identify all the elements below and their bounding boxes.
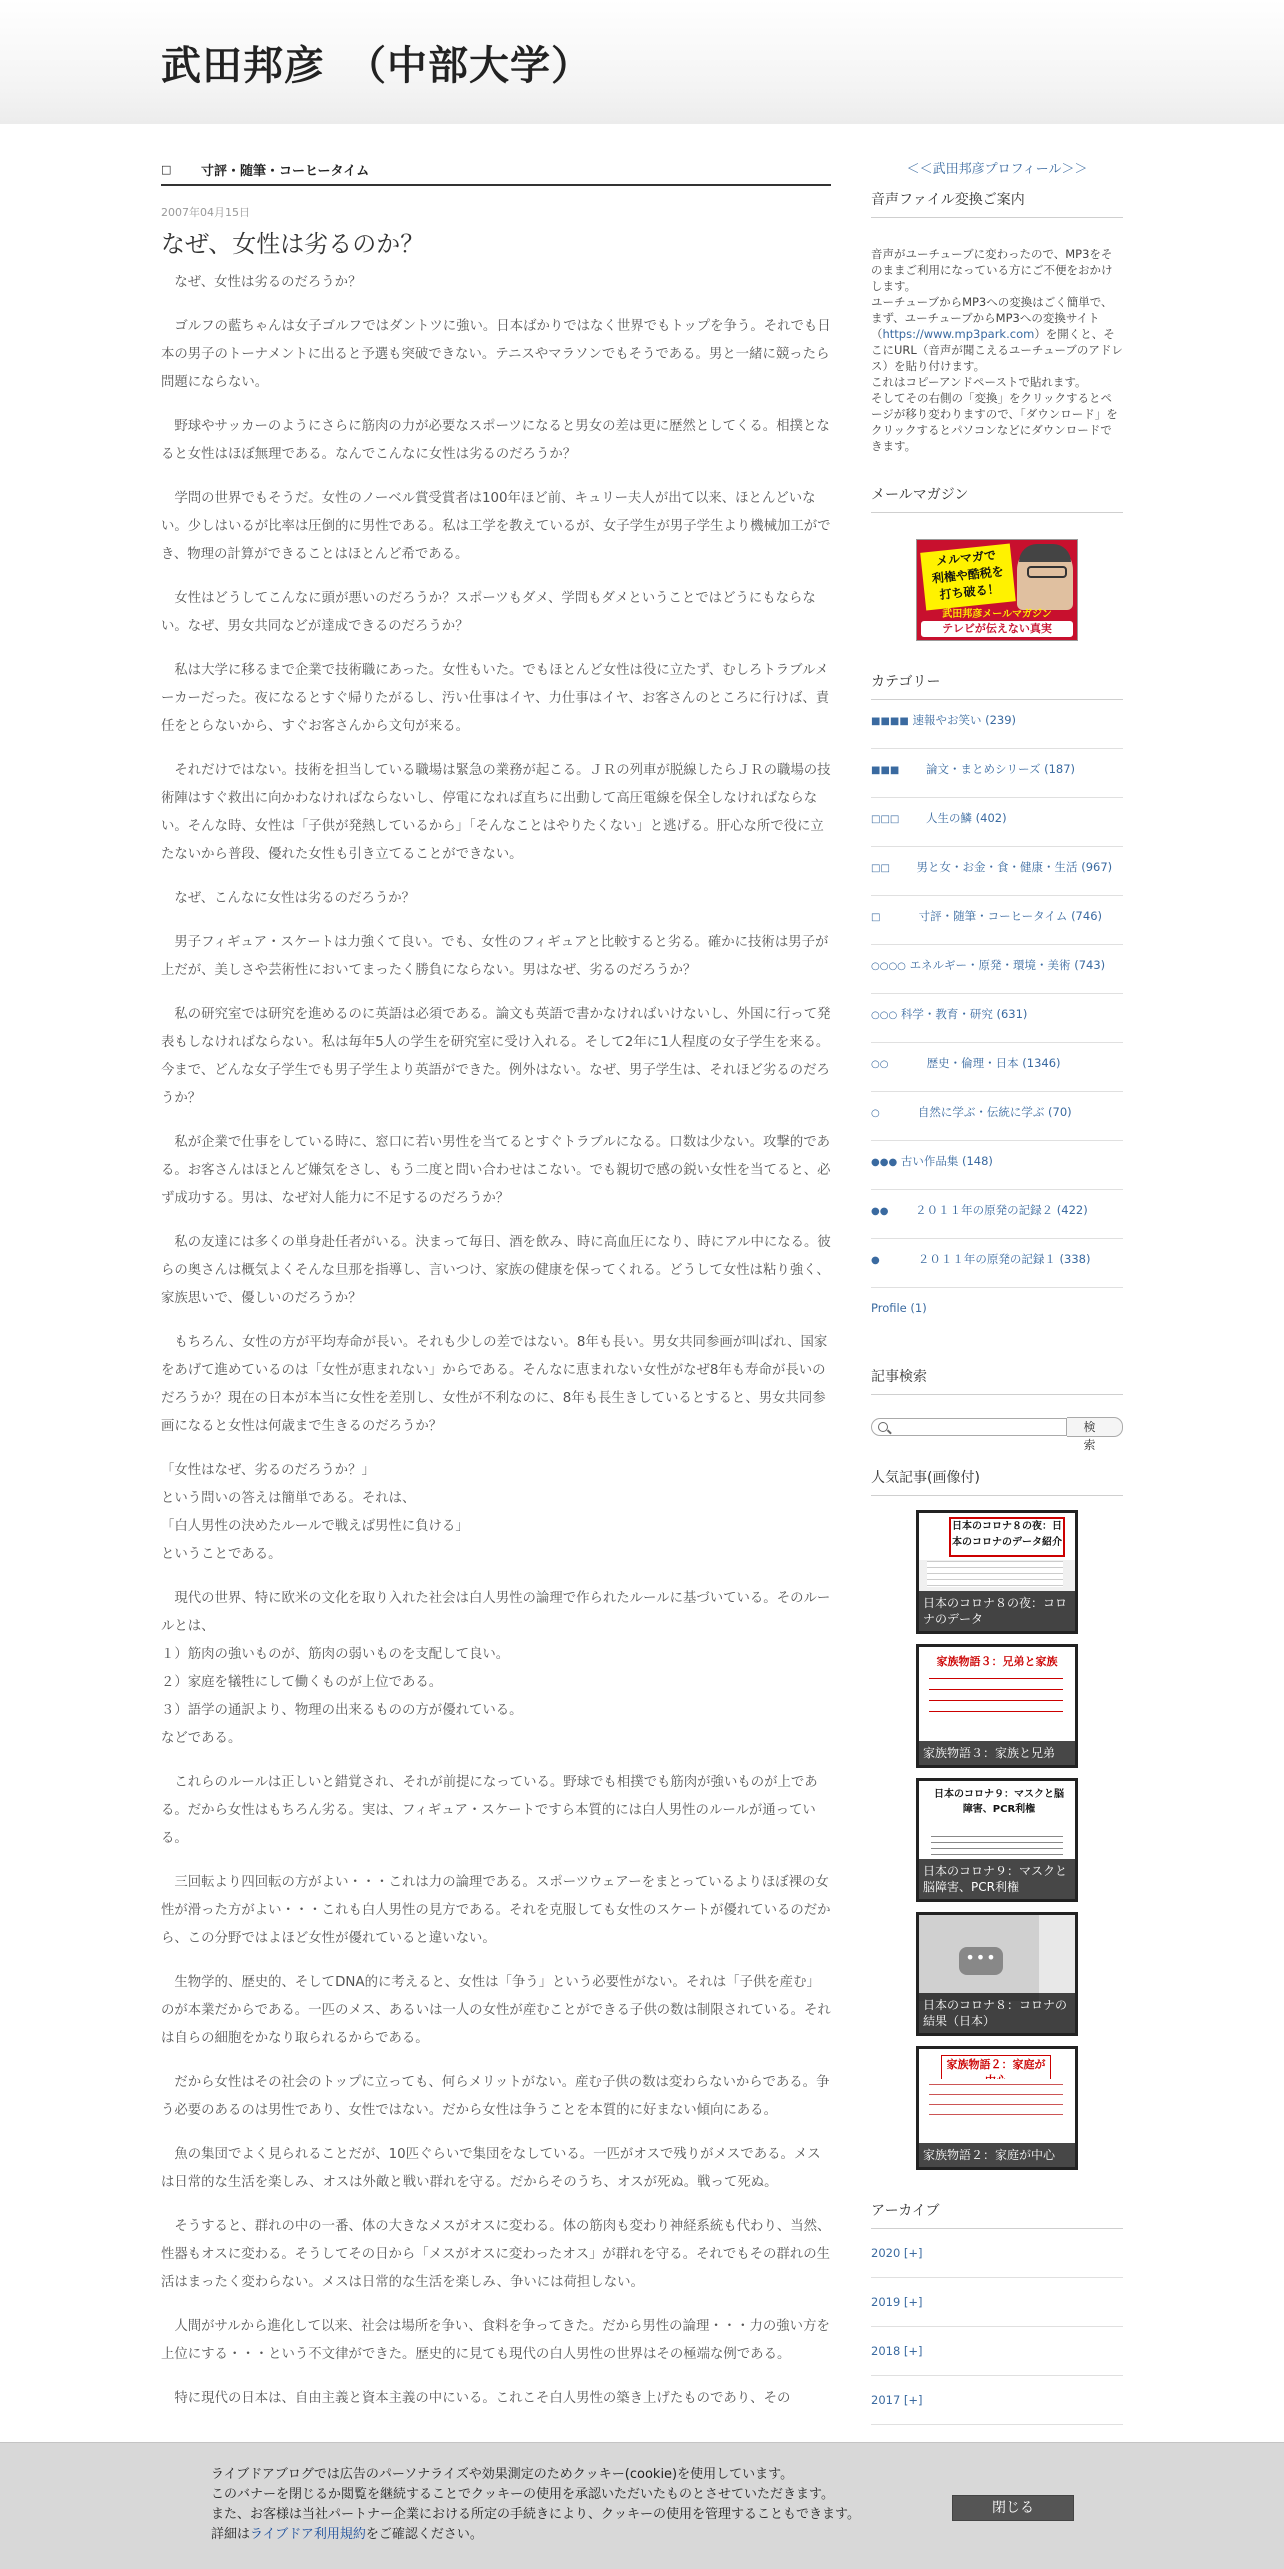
thumbnail-title: 日本のコロナ８の夜：日本のコロナのデータ紹介 bbox=[949, 1517, 1065, 1557]
audio-text-5: そしてその右側の「変換」をクリックするとページが移り変わりますので、「ダウンロード」をクリックするとパソコンなどにダウンロードできます。 bbox=[871, 391, 1118, 453]
audio-text-4: これはコピーアンドペーストで貼れます。 bbox=[871, 375, 1087, 389]
category-item-marker: ○○○ bbox=[871, 1010, 898, 1021]
rule-item: ３）語学の通訳より、物理の出来るものの方が優れている。 bbox=[161, 1703, 523, 1718]
category-bar bbox=[161, 154, 831, 186]
cookie-banner bbox=[0, 2442, 1284, 2569]
category-item-marker: ●● bbox=[871, 1206, 889, 1217]
category-item-marker: □□ bbox=[871, 863, 890, 874]
post-paragraph: もちろん、女性の方が平均寿命が長い。それも少しの差ではない。8年も長い。男女共同参画が叫ばれ、国家をあげて進めているのは「女性が恵まれない」からである。そんなに恵まれない女性がなぜ8年も寿命が長いのだろうか？現在の日本が本当に女性を差別し、女性が不利なのに、8年も長生きしているとすると、男女共同参画になると女性は何歳まで生きるのだろうか？ bbox=[161, 1335, 828, 1434]
category-item bbox=[871, 1141, 1123, 1190]
category-marker: □ bbox=[161, 162, 172, 176]
magazine-section bbox=[871, 484, 1123, 641]
banner-caption: 武田邦彦メールマガジン bbox=[942, 609, 1052, 620]
site-header bbox=[0, 0, 1284, 124]
post-paragraph: そうすると、群れの中の一番、体の大きなメスがオスに変わる。体の筋肉も変わり神経系統も代わり、当然、性器もオスに変わる。そうしてその日から「メスがオスに変わったオス」が群れを守る。それでもその群れの生活はまったく変わらない。メスは日常的な生活を楽しみ、争いには荷担しない。 bbox=[161, 2219, 831, 2290]
category-item-marker: ■■■■ bbox=[871, 716, 909, 727]
popular-list bbox=[871, 1510, 1123, 2170]
popular-article-caption: 日本のコロナ８の夜：コロナのデータ bbox=[919, 1591, 1075, 1631]
search-icon bbox=[878, 1422, 888, 1432]
category-item bbox=[871, 1190, 1123, 1239]
archive-item bbox=[871, 2327, 1123, 2376]
thumbnail-title: 家族物語２：家庭が bbox=[941, 2055, 1051, 2089]
more-dots-icon: ••• bbox=[959, 1947, 1003, 1975]
category-link[interactable]: 科学・教育・研究 (631) bbox=[900, 1007, 1028, 1021]
rule-item: １）筋肉の強いものが、筋肉の弱いものを支配して良い。 bbox=[161, 1647, 510, 1662]
text-lines-graphic bbox=[931, 1831, 1063, 1855]
search-section bbox=[871, 1366, 1123, 1452]
audio-section bbox=[871, 189, 1123, 454]
cookie-line: ライブドアブログでは広告のパーソナライズや効果測定のためクッキー(cookie)を使用しています。 bbox=[211, 2467, 794, 2482]
sidebar bbox=[871, 154, 1123, 2425]
category-link[interactable]: ２０１１年の原発の記録２ (422) bbox=[892, 1203, 1088, 1217]
category-section bbox=[871, 671, 1123, 1336]
article-column bbox=[161, 154, 831, 2429]
popular-article-caption: 日本のコロナ９：マスクと脳障害、PCR利権 bbox=[919, 1859, 1075, 1899]
cookie-line-prefix: 詳細は bbox=[211, 2527, 251, 2542]
category-item-marker: □□□ bbox=[871, 814, 900, 825]
popular-article-caption: 日本のコロナ８：コロナの結果（日本） bbox=[919, 1993, 1075, 2033]
category-item bbox=[871, 847, 1123, 896]
audio-text-1: 音声がユーチューブに変わったので、MP3をそのままご利用になっている方にご不便をおかけします。 bbox=[871, 247, 1113, 293]
category-link[interactable]: ２０１１年の原発の記録１ (338) bbox=[883, 1252, 1091, 1266]
cookie-line bbox=[211, 2525, 860, 2545]
rule-item: などである。 bbox=[161, 1731, 242, 1746]
cookie-message bbox=[211, 2465, 860, 2545]
archive-year-link[interactable]: 2020 [+] bbox=[871, 2246, 923, 2260]
category-item bbox=[871, 994, 1123, 1043]
archive-year-link[interactable]: 2017 [+] bbox=[871, 2393, 923, 2407]
mp3park-link[interactable]: https://www.mp3park.com bbox=[882, 327, 1035, 341]
post-paragraph: 三回転より四回転の方がよい・・・これは力の論理である。スポーツウェアーをまとっているよりほぼ裸の女性が滑った方がよい・・・これも白人男性の見方である。それを克服しても女性のスケートが優れているのだから、この分野ではよほど女性が優れていると違いない。 bbox=[161, 1875, 831, 1946]
category-section-title: カテゴリー bbox=[871, 671, 1123, 700]
banner-tagline: テレビが伝えない真実 bbox=[921, 621, 1073, 637]
thumbnail-title: 日本のコロナ９：マスクと脳障害、PCR利権 bbox=[934, 1789, 1064, 1815]
mail-magazine-banner[interactable] bbox=[916, 539, 1078, 641]
archive-list bbox=[871, 2229, 1123, 2425]
popular-article-caption: 家族物語３：家族と兄弟 bbox=[919, 1741, 1075, 1765]
post-paragraph: なぜ、女性は劣るのだろうか？ bbox=[174, 275, 362, 290]
terms-link[interactable]: ライブドア利用規約 bbox=[250, 2527, 366, 2542]
text-lines-graphic bbox=[929, 1673, 1063, 1717]
category-item bbox=[871, 700, 1123, 749]
profile-link[interactable]: ＜＜武田邦彦プロフィール＞＞ bbox=[906, 162, 1088, 177]
category-item bbox=[871, 1043, 1123, 1092]
category-list bbox=[871, 700, 1123, 1336]
category-item-marker: ●●● bbox=[871, 1157, 898, 1168]
category-item-marker: ○ bbox=[871, 1108, 880, 1119]
popular-article-card[interactable] bbox=[916, 1644, 1078, 1768]
cookie-line-suffix: をご確認ください。 bbox=[365, 2527, 483, 2542]
post-title[interactable]: なぜ、女性は劣るのか？ bbox=[161, 230, 425, 258]
category-link[interactable]: 速報やお笑い (239) bbox=[912, 713, 1017, 727]
category-item bbox=[871, 1239, 1123, 1288]
archive-item bbox=[871, 2376, 1123, 2425]
post-paragraph: 女性はどうしてこんなに頭が悪いのだろうか？スポーツもダメ、学問もダメということではどうにもならない。なぜ、男女共同などが達成できるのだろうか？ bbox=[161, 591, 816, 634]
post-body bbox=[161, 269, 831, 2413]
author-portrait-icon bbox=[1017, 544, 1073, 610]
post-paragraph: なぜ、こんなに女性は劣るのだろうか？ bbox=[174, 891, 416, 906]
search-button[interactable]: 検索 bbox=[1067, 1417, 1123, 1437]
post-paragraph: 野球やサッカーのようにさらに筋肉の力が必要なスポーツになると男女の差は更に歴然としてくる。相撲となると女性はほぼ無理である。なんでこんなに女性は劣るのだろうか？ bbox=[161, 419, 830, 462]
audio-text-3: ）を開くと、そこにURL（音声が聞こえるユーチューブのアドレス）を貼り付けます。 bbox=[871, 327, 1123, 373]
quote-line: 「女性はなぜ、劣るのだろうか？」 bbox=[161, 1463, 375, 1478]
archive-section-title: アーカイブ bbox=[871, 2200, 1123, 2229]
popular-article-card[interactable] bbox=[916, 1778, 1078, 1902]
post-paragraph: 私が企業で仕事をしている時に、窓口に若い男性を当てるとすぐトラブルになる。口数は少ない。攻撃的である。お客さんはほとんど嫌気をさし、もう二度と問い合わせはこない。でも親切で感の鋭い女性を当てると、必ず成功する。男は、なぜ対人能力に不足するのだろうか？ bbox=[161, 1135, 831, 1206]
category-link[interactable]: 人生の鱗 (402) bbox=[903, 811, 1007, 825]
post-paragraph: 生物学的、歴史的、そしてDNA的に考えると、女性は「争う」という必要性がない。それは「子供を産む」のが本業だからである。一匹のメス、あるいは一人の女性が産むことができる子供の数は制限されている。それは自らの細胞をかなり取られるからである。 bbox=[161, 1975, 831, 2046]
post-paragraph: 男子フィギュア・スケートは力強くて良い。でも、女性のフィギュアと比較すると劣る。確かに技術は男子が上だが、美しさや芸術性においてまったく勝負にならない。男はなぜ、劣るのだろうか？ bbox=[161, 935, 829, 978]
banner-slogan bbox=[920, 543, 1016, 610]
search-input[interactable] bbox=[871, 1418, 1067, 1436]
archive-section bbox=[871, 2200, 1123, 2425]
banner-line: 打ち破る！ bbox=[938, 581, 1001, 603]
post-paragraph: 私の研究室では研究を進めるのに英語は必須である。論文も英語で書かなければいけないし、外国に行って発表もしなければならない。私は毎年5人の学生を研究室に受け入れる。そして2年に1人程度の女子学生を来る。今まで、どんな女子学生でも男子学生より英語ができた。例外はない。なぜ、男子学生は、それほど劣るのだろうか？ bbox=[161, 1007, 831, 1106]
text-lines-graphic bbox=[929, 2079, 1063, 2119]
category-link[interactable]: 男と女・お金・食・健康・生活 (967) bbox=[893, 860, 1113, 874]
post-paragraph: 私の友達には多くの単身赴任者がいる。決まって毎日、酒を飲み、時に高血圧になり、時にアル中になる。彼らの奥さんは概気よくそんな旦那を指導し、言いつけ、家族の健康を保ってくれる。どうして女性は粘り強く、家族思いで、優しいのだろうか？ bbox=[161, 1235, 831, 1306]
category-item-marker: ● bbox=[871, 1255, 880, 1266]
category-link[interactable]: エネルギー・原発・環境・美術 (743) bbox=[909, 958, 1106, 972]
cookie-line: また、お客様は当社パートナー企業における所定の手続きにより、クッキーの使用を管理することもできます。 bbox=[211, 2507, 860, 2522]
post-paragraph: これらのルールは正しいと錯覚され、それが前提になっている。野球でも相撲でも筋肉が強いものが上である。だから女性はもちろん劣る。実は、フィギュア・スケートですら本質的には白人男性のルールが通っている。 bbox=[161, 1775, 818, 1846]
thumbnail-title: 家族物語３：兄弟と家族 bbox=[936, 1655, 1058, 1668]
post-paragraph: 魚の集団でよく見られることだが、10匹ぐらいで集団をなしている。一匹がオスで残りがメスである。メスは日常的な生活を楽しみ、オスは外敵と戦い群れを守る。だからそのうち、オスが死ぬ。戦って死ぬ。 bbox=[161, 2147, 821, 2190]
post-paragraph: 学問の世界でもそうだ。女性のノーベル賞受賞者は100年ほど前、キュリー夫人が出て以来、ほとんどいない。少しはいるが比率は圧倒的に男性である。私は工学を教えているが、女子学生が男子学生より機械加工ができ、物理の計算ができることはほとんど希である。 bbox=[161, 491, 831, 562]
quote-line: という問いの答えは簡単である。それは、 bbox=[161, 1491, 416, 1506]
audio-guide-text bbox=[871, 246, 1123, 454]
category-link[interactable]: 古い作品集 (148) bbox=[900, 1154, 993, 1168]
category-item-marker: ■■■ bbox=[871, 765, 900, 776]
category-item bbox=[871, 749, 1123, 798]
audio-section-title: 音声ファイル変換ご案内 bbox=[871, 189, 1123, 218]
search-section-title: 記事検索 bbox=[871, 1366, 1123, 1395]
post-paragraph: ゴルフの藍ちゃんは女子ゴルフではダントツに強い。日本ばかりではなく世界でもトップを争う。それでも日本の男子のトーナメントに出ると予選も突破できない。テニスやマラソンでもそうである。男と一緒に競ったら問題にならない。 bbox=[161, 319, 831, 390]
category-item bbox=[871, 1288, 1123, 1336]
post-paragraph: 私は大学に移るまで企業で技術職にあった。女性もいた。でもほとんど女性は役に立たず、むしろトラブルメーカーだった。夜になるとすぐ帰りたがるし、汚い仕事はイヤ、力仕事はイヤ、お客さんのところに行けば、責任をとらないから、すぐお客さんから文句が来る。 bbox=[161, 663, 830, 734]
data-table-graphic bbox=[927, 1561, 1063, 1587]
rules-intro: 現代の世界、特に欧米の文化を取り入れた社会は白人男性の論理で作られたルールに基づいている。そのルールとは、 bbox=[161, 1591, 831, 1634]
popular-article-card[interactable] bbox=[916, 2046, 1078, 2170]
post-paragraph: 人間がサルから進化して以来、社会は場所を争い、食料を争ってきた。だから男性の論理・・・力の強い方を上位にする・・・という不文律ができた。歴史的に見ても現代の白人男性の世界はその極端な例である。 bbox=[161, 2319, 830, 2362]
category-link[interactable]: 論文・まとめシリーズ (187) bbox=[903, 762, 1076, 776]
category-item bbox=[871, 896, 1123, 945]
search-form bbox=[871, 1417, 1123, 1452]
popular-article-card[interactable] bbox=[916, 1912, 1078, 2036]
popular-article-card[interactable] bbox=[916, 1510, 1078, 1634]
archive-item bbox=[871, 2229, 1123, 2278]
category-link[interactable]: Profile (1) bbox=[871, 1301, 927, 1315]
category-item bbox=[871, 798, 1123, 847]
archive-item bbox=[871, 2278, 1123, 2327]
category-item bbox=[871, 945, 1123, 994]
post-paragraph: 特に現代の日本は、自由主義と資本主義の中にいる。これこそ白人男性の築き上げたものであり、その bbox=[174, 2391, 791, 2406]
cookie-close-button[interactable]: 閉じる bbox=[952, 2495, 1074, 2521]
category-link[interactable]: 自然に学ぶ・伝統に学ぶ (70) bbox=[883, 1105, 1072, 1119]
category-item bbox=[871, 1092, 1123, 1141]
archive-year-link[interactable]: 2018 [+] bbox=[871, 2344, 923, 2358]
archive-year-link[interactable]: 2019 [+] bbox=[871, 2295, 923, 2309]
rule-item: ２）家庭を犠牲にして働くものが上位である。 bbox=[161, 1675, 443, 1690]
post-paragraph: それだけではない。技術を担当している職場は緊急の業務が起こる。ＪＲの列車が脱線したらＪＲの職場の技術陣はすぐ救出に向かわなければならないし、停電になれば直ちに出動して高圧電線を保全しなければならない。そんな時、女性は「子供が発熱しているから」「そんなことはやりたくない」と逃げる。肝心な所で役に立たないから普段、優れた女性も引き立てることができない。 bbox=[161, 763, 831, 862]
banner-line: メルマガで bbox=[935, 548, 997, 569]
category-link[interactable]: 歴史・倫理・日本 (1346) bbox=[892, 1056, 1061, 1070]
cookie-line: このバナーを閉じるか閲覧を継続することでクッキーの使用を承認いただいたものとさせていただきます。 bbox=[211, 2487, 834, 2502]
popular-section-title: 人気記事(画像付) bbox=[871, 1467, 1123, 1496]
post-paragraph: だから女性はその社会のトップに立っても、何らメリットがない。産む子供の数は変わらないからである。争う必要のあるのは男性であり、女性ではない。だから女性は争うことを本質的に好まない傾向にある。 bbox=[161, 2075, 830, 2118]
category-link[interactable]: 寸評・随筆・コーヒータイム (746) bbox=[884, 909, 1102, 923]
category-item-marker: ○○ bbox=[871, 1059, 889, 1070]
audio-text-2: ユーチューブからMP3への変換はごく簡単で、まず、ユーチューブからMP3への変換サイト（ bbox=[871, 295, 1113, 341]
post-date: 2007年04月15日 bbox=[161, 206, 250, 219]
category-item-marker: ○○○○ bbox=[871, 961, 906, 972]
post-category-link[interactable]: 寸評・随筆・コーヒータイム bbox=[201, 163, 370, 179]
popular-section bbox=[871, 1467, 1123, 2170]
quote-line: ということである。 bbox=[161, 1547, 282, 1562]
quote-line: 「白人男性の決めたルールで戦えば男性に負ける」 bbox=[161, 1519, 469, 1534]
site-title[interactable]: 武田邦彦 （中部大学） bbox=[161, 43, 592, 89]
category-item-marker: □ bbox=[871, 912, 881, 923]
banner-line: 利権や酷税を bbox=[931, 564, 1005, 586]
magazine-section-title: メールマガジン bbox=[871, 484, 1123, 513]
popular-article-caption: 家族物語２：家庭が中心 bbox=[919, 2143, 1075, 2167]
